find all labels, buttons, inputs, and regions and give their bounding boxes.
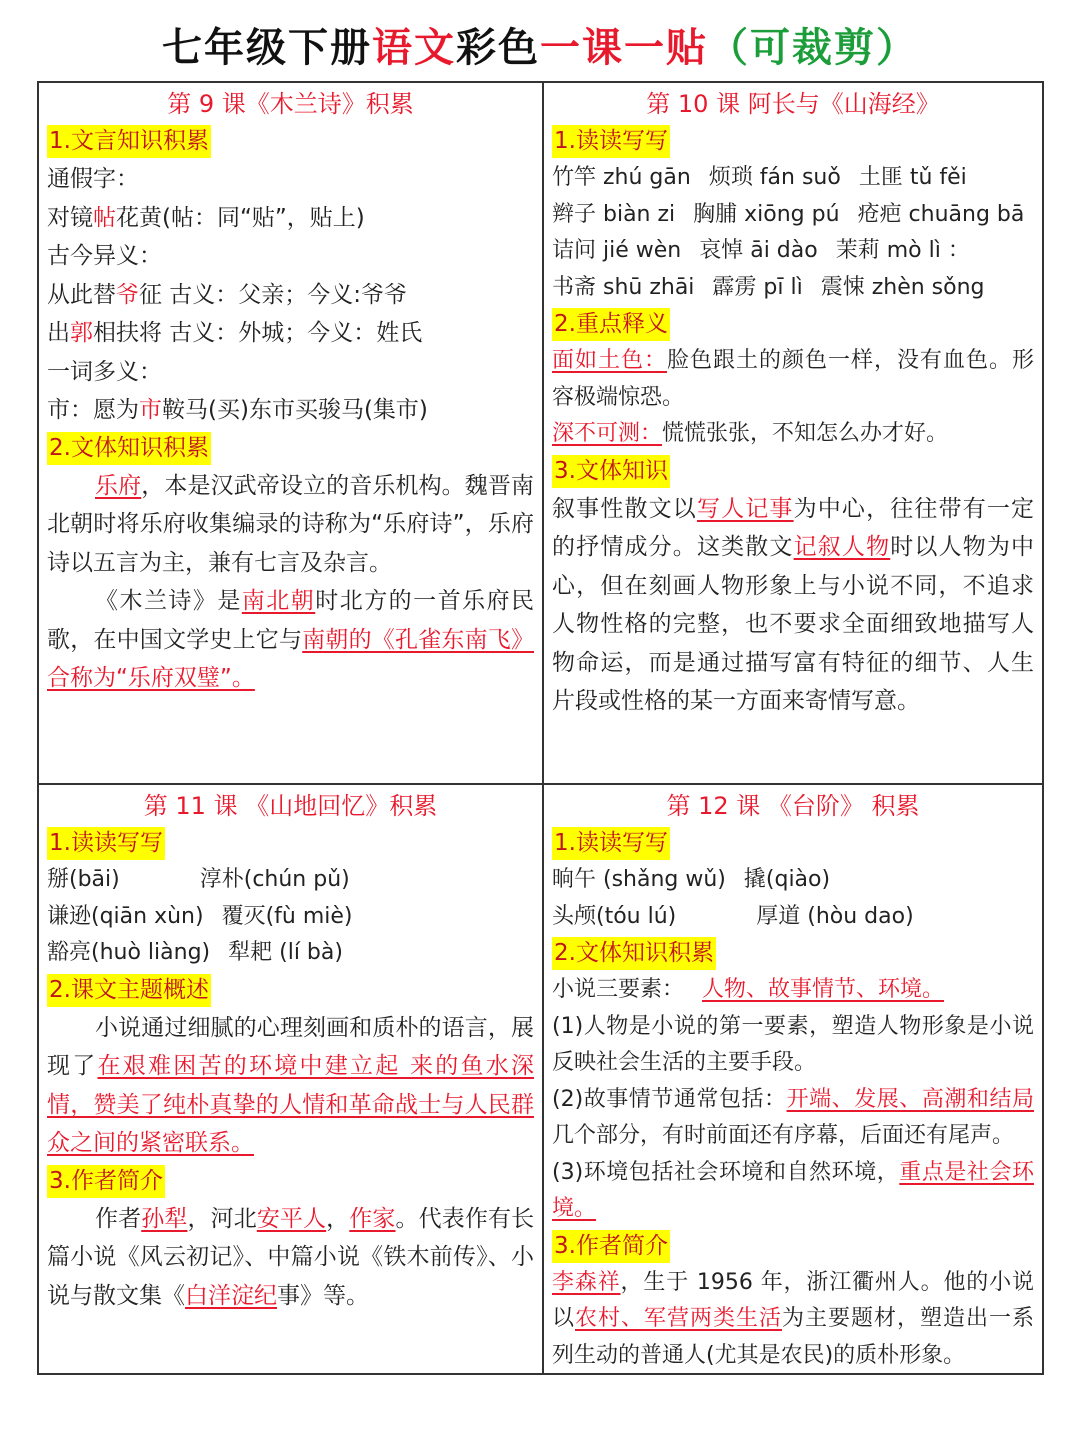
genre-paragraph: 叙事性散文以写人记事为中心，往往带有一定的抒情成分。这类散文记叙人物时以人物为中心，但在刻画人物形象上与小说不同，不追求人物性格的完整，也不要求全面细致地描写人物命运，而是通过描写富有特征的细节、人生片段或性格的某一方面来寄情写意。 (552, 495, 1035, 714)
lesson-12-header: 第 12 课 《台阶》 积累 (666, 792, 920, 820)
lesson-11-section-3: 3.作者简介 (47, 1165, 165, 1198)
gujin-item-1: 从此替爷征 古义：父亲；今义:爷爷 (47, 281, 408, 308)
lesson-9-card (39, 83, 542, 783)
lesson-10-section-2: 2.重点释义 (552, 308, 670, 341)
element-environment: (3)环境包括社会环境和自然环境，重点是社会环境。 (552, 1159, 1034, 1221)
lesson-9-section-2: 2.文体知识积累 (47, 432, 211, 465)
vocab-row: 谦逊(qiān xùn) 覆灭(fù miè) (47, 903, 353, 929)
vocab-row: 辫子 biàn zi 胸脯 xiōng pú 疮疤 chuāng bā (552, 201, 1025, 227)
lesson-9-header: 第 9 课《木兰诗》积累 (167, 90, 414, 118)
element-plot: (2)故事情节通常包括：开端、发展、高潮和结局几个部分，有时前面还有序幕，后面还有尾声。 (552, 1086, 1034, 1148)
author-paragraph: 作者孙犁，河北安平人，作家。代表作有长篇小说《风云初记》、中篇小说《铁木前传》、小说与散文集《白洋淀纪事》等。 (47, 1205, 535, 1309)
lesson-12-card (544, 785, 1042, 1373)
lesson-12-section-3: 3.作者简介 (552, 1230, 670, 1263)
yuefu-paragraph: 乐府，本是汉武帝设立的音乐机构。魏晋南北朝时将乐府收集编录的诗称为“乐府诗”，乐府诗以五言为主，兼有七言及杂言。 (47, 472, 535, 576)
vocab-row: 头颅(tóu lú) 厚道 (hòu dao) (552, 903, 914, 929)
vocab-row: 诘问 jié wèn 哀悼 āi dào 茉莉 mò lì ： (552, 238, 970, 263)
lesson-11-card (39, 785, 542, 1373)
lesson-10-section-1: 1.读读写写 (552, 125, 670, 158)
vocab-row: 竹竿 zhú gān 烦琐 fán suǒ 土匪 tǔ fěi (552, 165, 967, 190)
lesson-11-header: 第 11 课 《山地回忆》积累 (143, 792, 438, 820)
lesson-11-section-2: 2.课文主题概述 (47, 974, 211, 1007)
gujin-label: 古今异义： (47, 243, 162, 269)
lesson-grid (37, 81, 1044, 1375)
lesson-12-section-2: 2.文体知识积累 (552, 937, 716, 970)
three-elements: 小说三要素： 人物、故事情节、环境。 (552, 977, 945, 1002)
lesson-9-section-1: 1.文言知识积累 (47, 125, 211, 158)
lesson-10-card (544, 83, 1042, 783)
vocab-row: 豁亮(huò liàng) 犁耙 (lí bà) (47, 940, 343, 965)
element-character: (1)人物是小说的第一要素，塑造人物形象是小说反映社会生活的主要手段。 (552, 1013, 1034, 1075)
vocab-row: 掰(bāi) 淳朴(chún pǔ) (47, 867, 350, 892)
lesson-10-header: 第 10 课 阿长与《山海经》 (646, 90, 940, 118)
theme-paragraph: 小说通过细腻的心理刻画和质朴的语言，展现了在艰难困苦的环境中建立起 来的鱼水深情，赞美了纯朴真挚的人情和革命战士与人民群众之间的紧密联系。 (47, 1014, 535, 1156)
vocab-row: 书斋 shū zhāi 霹雳 pī lì 震悚 zhèn sǒng (552, 274, 985, 300)
lesson-11-section-1: 1.读读写写 (47, 827, 165, 860)
definition-1: 面如土色：脸色跟土的颜色一样，没有血色。形容极端惊恐。 (552, 348, 1034, 410)
vocab-row: 晌午 (shǎng wǔ) 撬(qiào) (552, 867, 831, 892)
lesson-10-section-3: 3.文体知识 (552, 455, 670, 488)
page-title: 七年级下册语文彩色一课一贴（可裁剪） (162, 25, 918, 71)
mulan-paragraph: 《木兰诗》是南北朝时北方的一首乐府民歌，在中国文学史上它与南朝的《孔雀东南飞》合称为“乐府双璧”。 (47, 588, 535, 691)
duoyi-label: 一词多义： (47, 358, 162, 385)
author-paragraph: 李森祥，生于 1956 年，浙江衢州人。他的小说以农村、军营两类生活为主要题材，塑造出一系列生动的普通人(尤其是农民)的质朴形象。 (552, 1269, 1034, 1368)
definition-2: 深不可测：慌慌张张，不知怎么办才好。 (552, 421, 949, 446)
lesson-12-section-1: 1.读读写写 (552, 827, 670, 860)
tongjiazi-item: 对镜帖花黄(帖：同“贴”，贴上) (47, 204, 365, 231)
duoyi-item: 市：愿为市鞍马(买)东市买骏马(集市) (47, 397, 428, 423)
tongjiazi-label: 通假字： (47, 166, 139, 192)
gujin-item-2: 出郭相扶将 古义：外城；今义：姓氏 (47, 320, 423, 346)
